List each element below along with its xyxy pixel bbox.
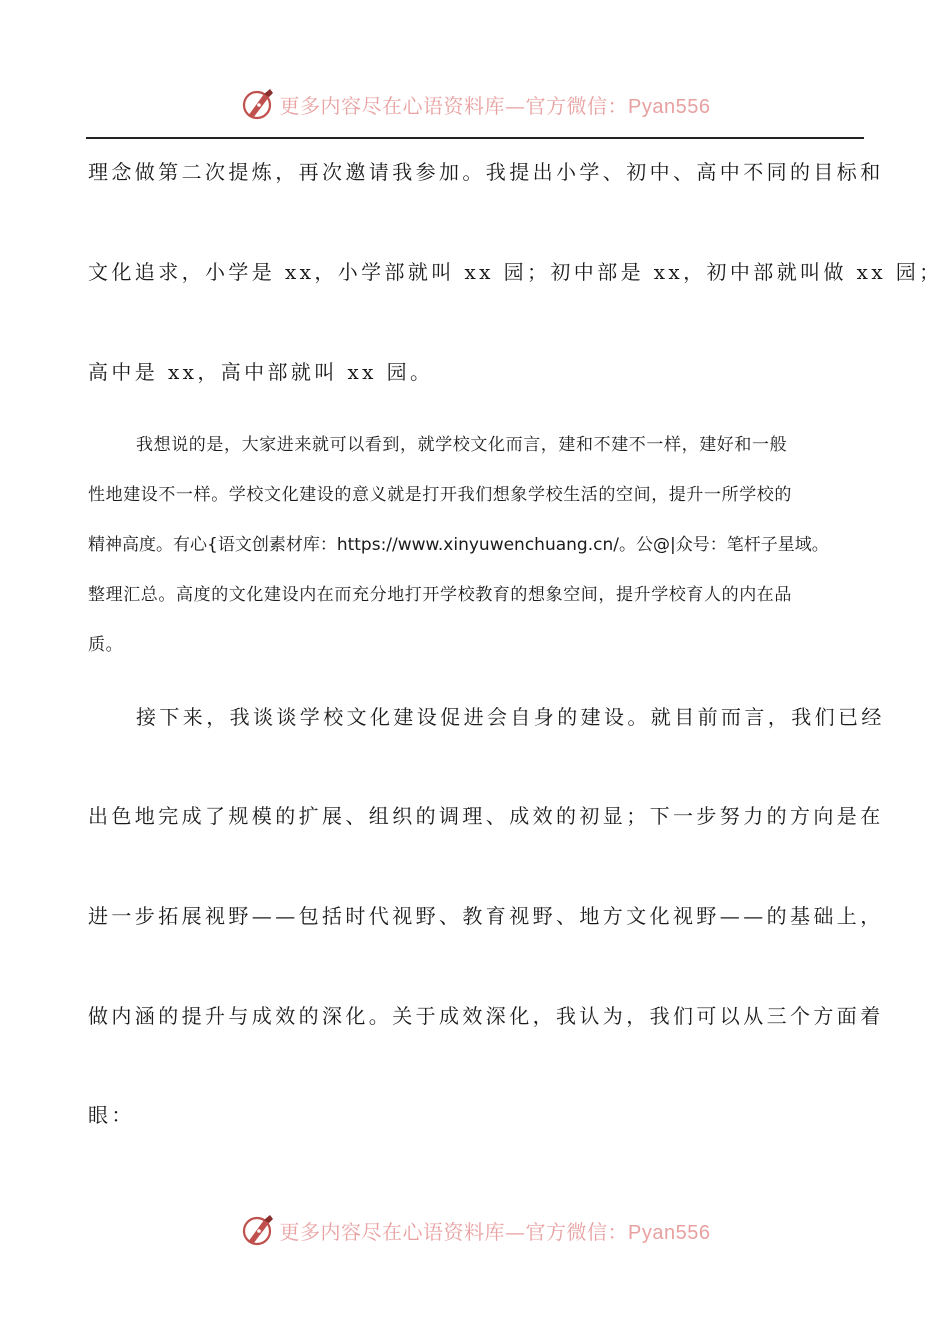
paragraph-line: 高中是 xx，高中部就叫 xx 园。	[88, 360, 434, 384]
paragraph-line: 进一步拓展视野——包括时代视野、教育视野、地方文化视野——的基础上，	[88, 904, 884, 928]
pen-nib-logo-icon	[240, 86, 276, 122]
wechat-id: Pyan556	[628, 1221, 711, 1244]
header-banner-text: 更多内容尽在心语资料库—官方微信：Pyan556	[279, 93, 711, 118]
paragraph-line: 出色地完成了规模的扩展、组织的调理、成效的初显；下一步努力的方向是在	[88, 804, 884, 828]
paragraph-line: 文化追求，小学是 xx，小学部就叫 xx 园；初中部是 xx，初中部就叫做 xx 园；	[88, 260, 943, 284]
paragraph-line: 整理汇总。高度的文化建设内在而充分地打开学校教育的想象空间，提升学校育人的内在品	[88, 585, 792, 605]
paragraph-line: 眼：	[88, 1103, 135, 1127]
paragraph-line: 性地建设不一样。学校文化建设的意义就是打开我们想象学校生活的空间，提升一所学校的	[88, 485, 792, 505]
paragraph-line: 理念做第二次提炼，再次邀请我参加。我提出小学、初中、高中不同的目标和	[88, 160, 884, 184]
pen-nib-logo-icon	[240, 1212, 276, 1248]
paragraph-line: 接下来，我谈谈学校文化建设促进会自身的建设。就目前而言，我们已经	[136, 705, 885, 729]
footer-banner-text: 更多内容尽在心语资料库—官方微信：Pyan556	[279, 1219, 711, 1244]
wechat-id: Pyan556	[628, 95, 711, 118]
paragraph-line: 质。	[88, 635, 124, 655]
header-divider	[86, 137, 864, 139]
paragraph-line: 做内涵的提升与成效的深化。关于成效深化，我认为，我们可以从三个方面着	[88, 1004, 884, 1028]
paragraph-line: 我想说的是，大家进来就可以看到，就学校文化而言，建和不建不一样，建好和一般	[136, 435, 788, 455]
header-banner	[0, 84, 950, 124]
paragraph-line: 精神高度。有心{语文创素材库：https://www.xinyuwenchuang.cn/。公@|众号：笔杆子星域。	[88, 535, 829, 555]
footer-banner	[0, 1210, 950, 1250]
